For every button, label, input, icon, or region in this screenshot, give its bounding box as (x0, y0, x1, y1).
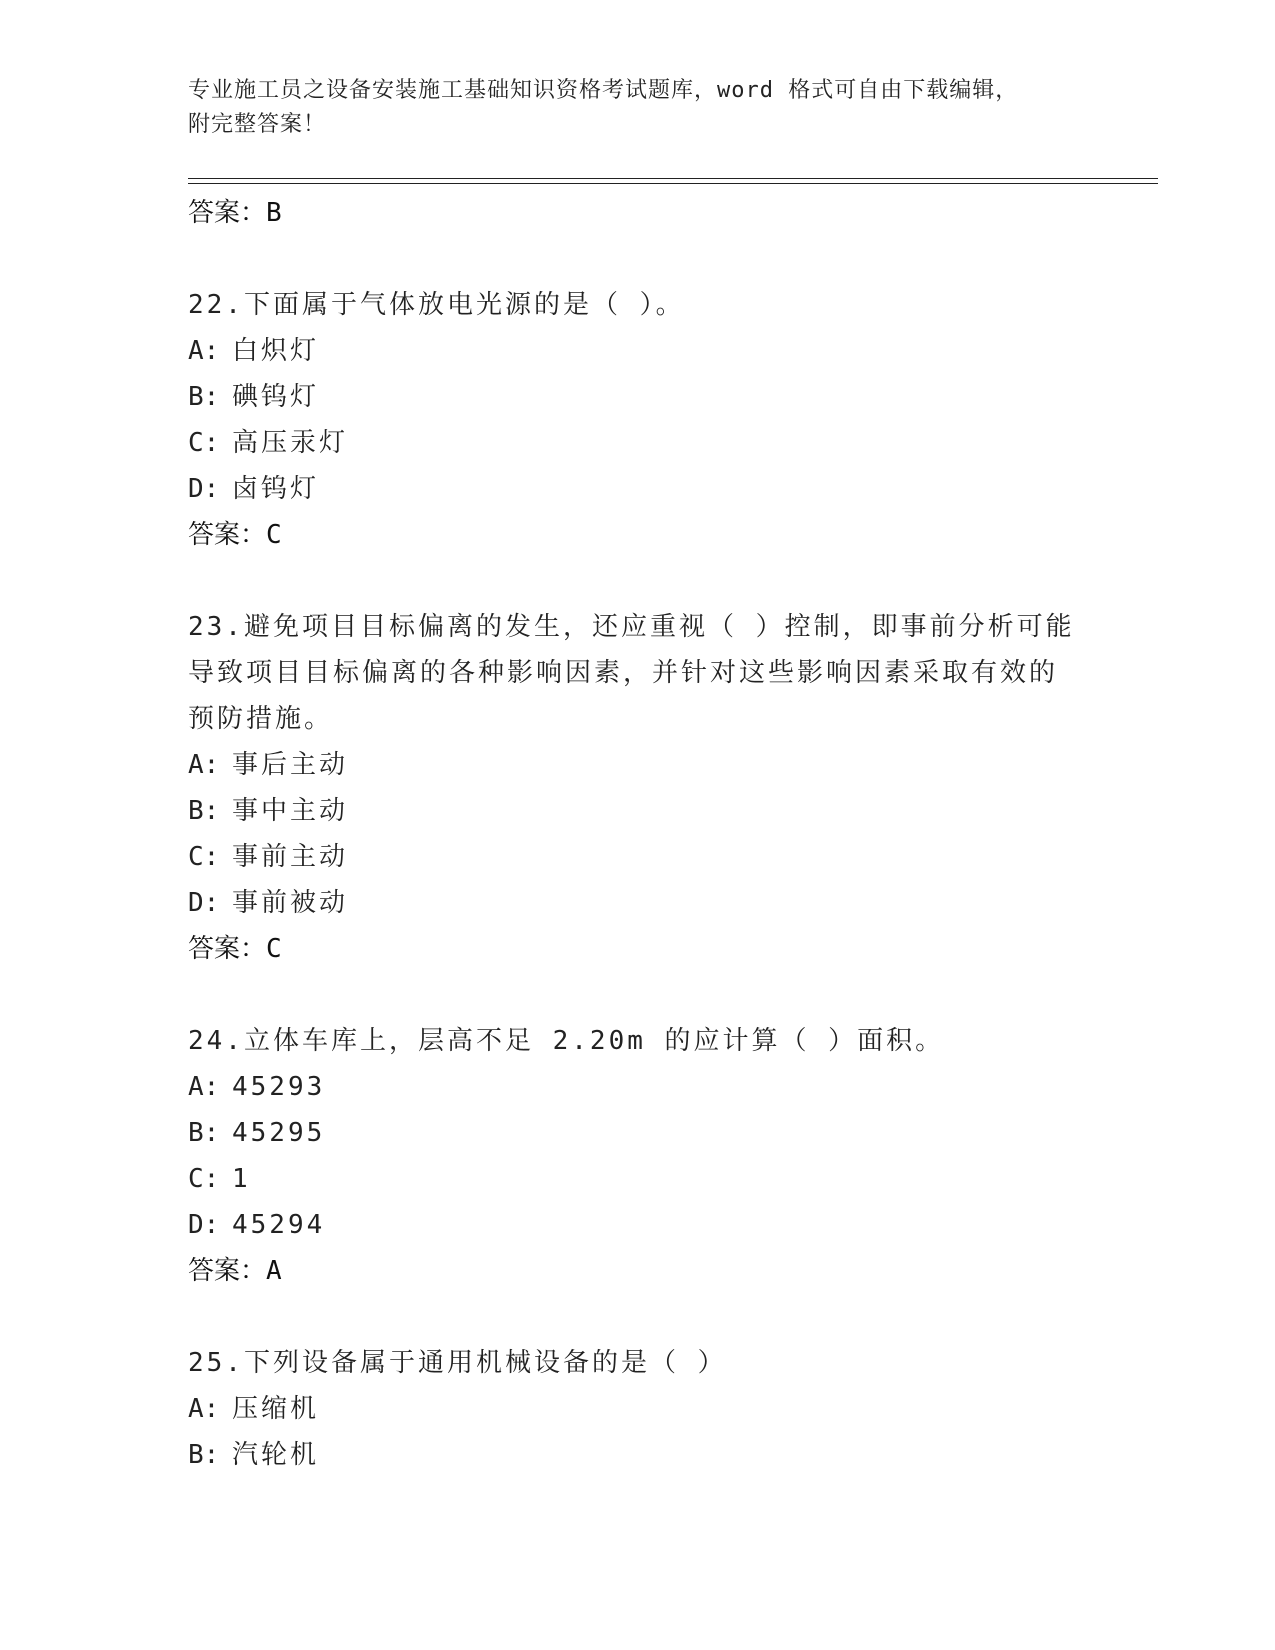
answer-value: A (266, 1256, 282, 1286)
option-letter: C: (188, 428, 220, 458)
option-letter: A: (188, 1072, 220, 1102)
option-a (188, 328, 1088, 374)
question-text: 22.下面属于气体放电光源的是（ ）。 (188, 290, 685, 320)
question-25 (188, 1340, 1088, 1478)
answer-value: C (266, 520, 282, 550)
header-line-1: 专业施工员之设备安装施工基础知识资格考试题库，word 格式可自由下载编辑， (188, 78, 1019, 103)
option-c (188, 834, 1088, 880)
option-letter: D: (188, 888, 220, 918)
option-letter: B: (188, 1118, 220, 1148)
option-letter: D: (188, 1210, 220, 1240)
option-text: 卤钨灯 (232, 474, 320, 504)
spacer (188, 558, 1088, 604)
answer-line (188, 926, 1088, 972)
option-b (188, 374, 1088, 420)
option-text: 45293 (232, 1072, 326, 1102)
header-rule-bottom (188, 183, 1158, 184)
option-letter: A: (188, 1394, 220, 1424)
answer-label: 答案： (188, 198, 267, 228)
option-text: 事中主动 (232, 796, 349, 826)
answer-label: 答案： (188, 520, 267, 550)
option-d (188, 880, 1088, 926)
option-letter: B: (188, 1440, 220, 1470)
question-text: 23.避免项目目标偏离的发生，还应重视（ ）控制，即事前分析可能 (188, 612, 1075, 642)
option-d (188, 466, 1088, 512)
option-text: 事前主动 (232, 842, 349, 872)
option-d (188, 1202, 1088, 1248)
option-b (188, 1110, 1088, 1156)
question-text: 导致项目目标偏离的各种影响因素，并针对这些影响因素采取有效的 (188, 658, 1059, 688)
option-text: 45294 (232, 1210, 326, 1240)
option-letter: C: (188, 1164, 220, 1194)
question-23 (188, 604, 1088, 972)
question-text: 24.立体车库上，层高不足 2.20m 的应计算（ ）面积。 (188, 1026, 945, 1056)
answer-label: 答案： (188, 1256, 267, 1286)
question-22 (188, 282, 1088, 558)
option-text: 白炽灯 (232, 336, 320, 366)
question-list (188, 190, 1088, 1478)
option-letter: C: (188, 842, 220, 872)
option-b (188, 788, 1088, 834)
option-text: 事前被动 (232, 888, 349, 918)
spacer (188, 1294, 1088, 1340)
option-letter: B: (188, 796, 220, 826)
option-text: 碘钨灯 (232, 382, 320, 412)
answer-value: C (266, 934, 282, 964)
option-letter: B: (188, 382, 220, 412)
header-line-2: 附完整答案！ (188, 112, 327, 137)
option-text: 汽轮机 (232, 1440, 320, 1470)
answer-line (188, 512, 1088, 558)
document-header (188, 74, 1068, 142)
answer-value: B (266, 198, 282, 228)
option-text: 45295 (232, 1118, 326, 1148)
option-text: 压缩机 (232, 1394, 320, 1424)
option-a (188, 742, 1088, 788)
option-a (188, 1064, 1088, 1110)
question-text: 预防措施。 (188, 704, 334, 734)
spacer (188, 236, 1088, 282)
header-rule-top (188, 178, 1158, 179)
option-a (188, 1386, 1088, 1432)
option-text: 高压汞灯 (232, 428, 349, 458)
option-letter: A: (188, 750, 220, 780)
option-text: 事后主动 (232, 750, 349, 780)
answer-label: 答案： (188, 934, 267, 964)
question-24 (188, 1018, 1088, 1294)
option-b (188, 1432, 1088, 1478)
answer-line (188, 190, 1088, 236)
option-c (188, 420, 1088, 466)
option-text: 1 (232, 1164, 251, 1194)
option-letter: D: (188, 474, 220, 504)
option-c (188, 1156, 1088, 1202)
question-text: 25.下列设备属于通用机械设备的是（ ） (188, 1348, 727, 1378)
answer-line (188, 1248, 1088, 1294)
spacer (188, 972, 1088, 1018)
option-letter: A: (188, 336, 220, 366)
